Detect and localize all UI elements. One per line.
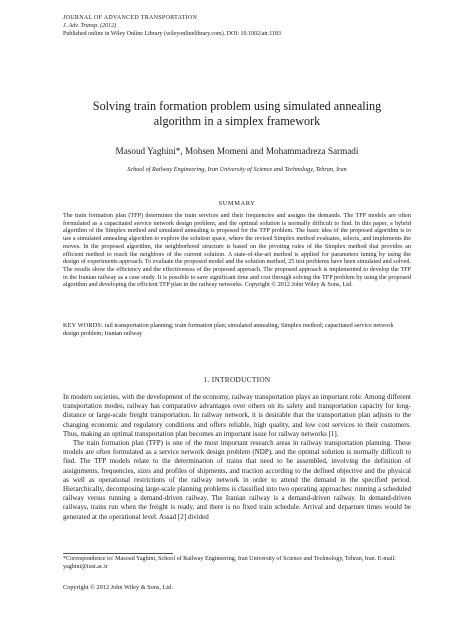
footnote-divider: [63, 553, 173, 554]
copyright-notice: Copyright © 2012 John Wiley & Sons, Ltd.: [63, 584, 173, 591]
title-line-2: algorithm in a simplex framework: [153, 114, 321, 128]
paper-title: [70, 99, 404, 129]
keywords: [63, 322, 411, 337]
introduction-body: [63, 393, 411, 522]
title-line-1: Solving train formation problem using simulated annealing: [92, 99, 382, 113]
summary-text: The train formation plan (TFP) determines the train services and their frequencies and assigns the demands. The TFP models are often formulated as a capacitated service network design problem, and the optimal solution is normally difficult to find. In this paper, a hybrid algorithm of the Simplex method and simulated annealing is proposed for the TFP problem. The basic idea of the proposed algorithm is to use a simulated annealing algorithm to explore the solution space, where the revised Simplex method evaluates, selects, and implements the moves. In the proposed algorithm, the neighborhood structure is based on the pivoting rules of the Simplex method that provides an efficient method to reach the neighbors of the current solution. A state-of-the-art method is applied for parameters tuning by using the design of experiments approach. To evaluate the proposed model and the solution method, 25 test problems have been simulated and solved. The results show the efficiency and the effectiveness of the proposed approach. The proposed approach is implemented to develop the TFP in the Iranian railway as a case study. It is possible to save significant time and cost through solving the TFP problem by using the proposed algorithm and developing the efficient TFP plan in the railway networks. Copyright © 2012 John Wiley & Sons, Ltd.: [63, 212, 411, 289]
introduction-heading: 1. INTRODUCTION: [203, 375, 271, 384]
keywords-label: KEY WORDS:: [63, 322, 103, 329]
published-online-line: Published online in Wiley Online Library (wileyonlinelibrary.com). DOI: 10.1002/atr.1183: [63, 31, 281, 37]
summary-heading: SUMMARY: [218, 200, 256, 207]
author-list: Masoud Yaghini*, Mohsen Momeni and Mohammadreza Sarmadi: [115, 146, 359, 156]
journal-header: [63, 14, 423, 38]
correspondence-footnote: *Correspondence to: Masoud Yaghini, School of Railway Engineering, Iran University of Science and Technology, Tehran, Iran. E-mail: yaghini@iust.ac.ir: [63, 556, 396, 570]
intro-paragraph-2: The train formation plan (TFP) is one of the most important research areas in railway transportation planning. These models are often formulated as a service network design problem (NDP), and the optimal solution is normally difficult to find. The TFP models relate to the determination of trains that need to be assembled, involving the definition of assignments, frequencies, sizes and profiles of shipments, and traction according to the defined objective and the physical as well as operational restrictions of the railway network in order to attend the demand in the specified period. Hierarchically, decomposing large-scale planning problems is classified into two operating approaches: running a scheduled railway versus running a demand-driven railway. The Iranian railway is a demand-driven railway. In demand-driven railways, trains run when the freight is ready, and there is no fixed train schedule. Arrival and departure times would be generated at the operational level. Assad [2] divided: [63, 439, 411, 521]
keywords-text: rail transportation planning; train formation plan; simulated annealing; Simplex method; capacitated service network design problem; Iranian railway: [63, 322, 394, 337]
journal-name: JOURNAL OF ADVANCED TRANSPORTATION: [63, 15, 198, 21]
journal-citation: J. Adv. Transp. (2012): [63, 23, 117, 29]
intro-paragraph-1: In modern societies, with the development of the economy, railway transportation plays an important role. Among different transportation modes, railway has comparative advantages over others on its safety and transportation capacity for long-distance or large-scale freight transportation. In railway network, it is desirable that the transportation plan adjusts to the changing economic and regulatory conditions and offers reliable, high quality, and low cost services to their customers. Thus, making an optimal transportation plan becomes an important issue for railway networks [1].: [63, 393, 411, 438]
affiliation: School of Railway Engineering, Iran University of Science and Technology, Tehran, Iran: [127, 166, 347, 173]
